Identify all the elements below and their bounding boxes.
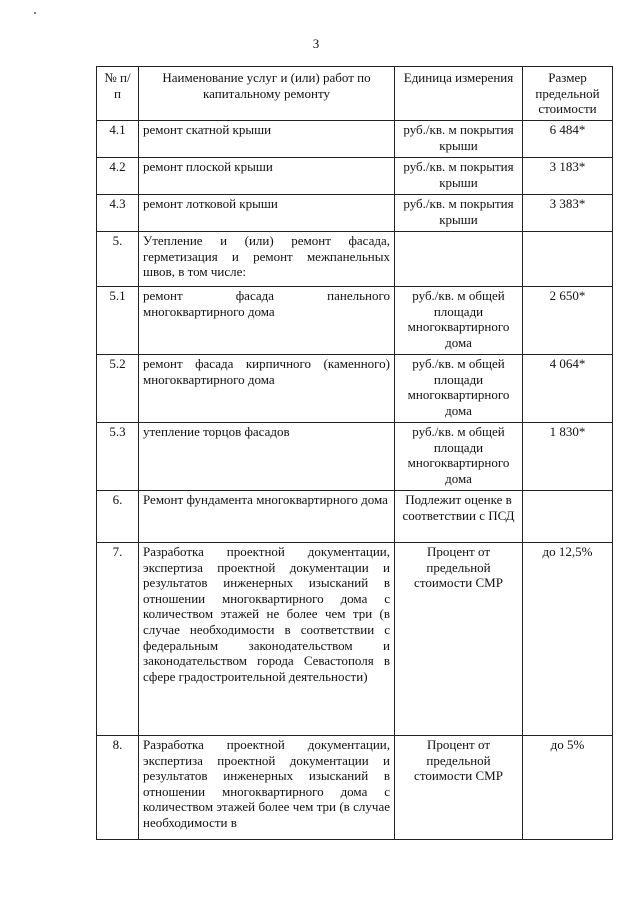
cost-table	[96, 66, 613, 840]
row-cost: 3 183*	[523, 158, 613, 195]
row-unit: руб./кв. м общей площади многоквартирного дома	[395, 355, 523, 423]
row-cost	[523, 491, 613, 543]
row-unit: Процент от предельной стоимости СМР	[395, 736, 523, 840]
row-unit: Процент от предельной стоимости СМР	[395, 543, 523, 736]
row-name: Разработка проектной документации, экспертиза проектной документации и результатов инженерных изысканий в отношении многоквартирного дома с количеством этажей более чем три (в случае необходимости в	[139, 736, 395, 840]
header-name: Наименование услуг и (или) работ по капитальному ремонту	[139, 67, 395, 121]
row-num: 6.	[97, 491, 139, 543]
row-cost: 6 484*	[523, 121, 613, 158]
row-name: Ремонт фундамента многоквартирного дома	[139, 491, 395, 543]
row-cost	[523, 232, 613, 287]
row-num: 7.	[97, 543, 139, 736]
row-num: 5.2	[97, 355, 139, 423]
page-number: 3	[312, 36, 320, 51]
row-cost: 2 650*	[523, 287, 613, 355]
table-row	[97, 491, 613, 543]
row-unit: руб./кв. м покрытия крыши	[395, 158, 523, 195]
row-cost: 3 383*	[523, 195, 613, 232]
table-row	[97, 232, 613, 287]
table-row	[97, 736, 613, 840]
row-num: 5.1	[97, 287, 139, 355]
row-cost: 4 064*	[523, 355, 613, 423]
row-unit: руб./кв. м общей площади многоквартирного дома	[395, 423, 523, 491]
row-num: 4.3	[97, 195, 139, 232]
row-name: ремонт фасада панельного многоквартирного дома	[139, 287, 395, 355]
table-row	[97, 121, 613, 158]
table-row	[97, 287, 613, 355]
row-name: ремонт лотковой крыши	[139, 195, 395, 232]
table-row	[97, 543, 613, 736]
scan-speck	[34, 12, 36, 14]
table-row	[97, 195, 613, 232]
row-name: утепление торцов фасадов	[139, 423, 395, 491]
row-name: ремонт скатной крыши	[139, 121, 395, 158]
row-num: 4.1	[97, 121, 139, 158]
table-row	[97, 355, 613, 423]
header-num: № п/п	[97, 67, 139, 121]
row-num: 4.2	[97, 158, 139, 195]
row-cost: 1 830*	[523, 423, 613, 491]
row-name: ремонт плоской крыши	[139, 158, 395, 195]
table-row	[97, 158, 613, 195]
row-name: Утепление и (или) ремонт фасада, герметизация и ремонт межпанельных швов, в том числе:	[139, 232, 395, 287]
row-name: ремонт фасада кирпичного (каменного) многоквартирного дома	[139, 355, 395, 423]
row-unit: руб./кв. м общей площади многоквартирного дома	[395, 287, 523, 355]
row-cost: до 12,5%	[523, 543, 613, 736]
row-num: 5.3	[97, 423, 139, 491]
row-unit: руб./кв. м покрытия крыши	[395, 121, 523, 158]
header-unit: Единица измерения	[395, 67, 523, 121]
table-row	[97, 423, 613, 491]
row-num: 5.	[97, 232, 139, 287]
table-header-row	[97, 67, 613, 121]
header-cost: Размер предельной стоимости	[523, 67, 613, 121]
row-unit: руб./кв. м покрытия крыши	[395, 195, 523, 232]
row-cost: до 5%	[523, 736, 613, 840]
row-unit: Подлежит оценке в соответствии с ПСД	[395, 491, 523, 543]
row-num: 8.	[97, 736, 139, 840]
row-name: Разработка проектной документации, экспертиза проектной документации и результатов инженерных изысканий в отношении многоквартирного дома с количеством этажей не более чем три (в случае необходимости в соответствии с федеральным законодательством и законодательством города Севастополя в сфере градостроительной деятельности)	[139, 543, 395, 736]
row-unit	[395, 232, 523, 287]
